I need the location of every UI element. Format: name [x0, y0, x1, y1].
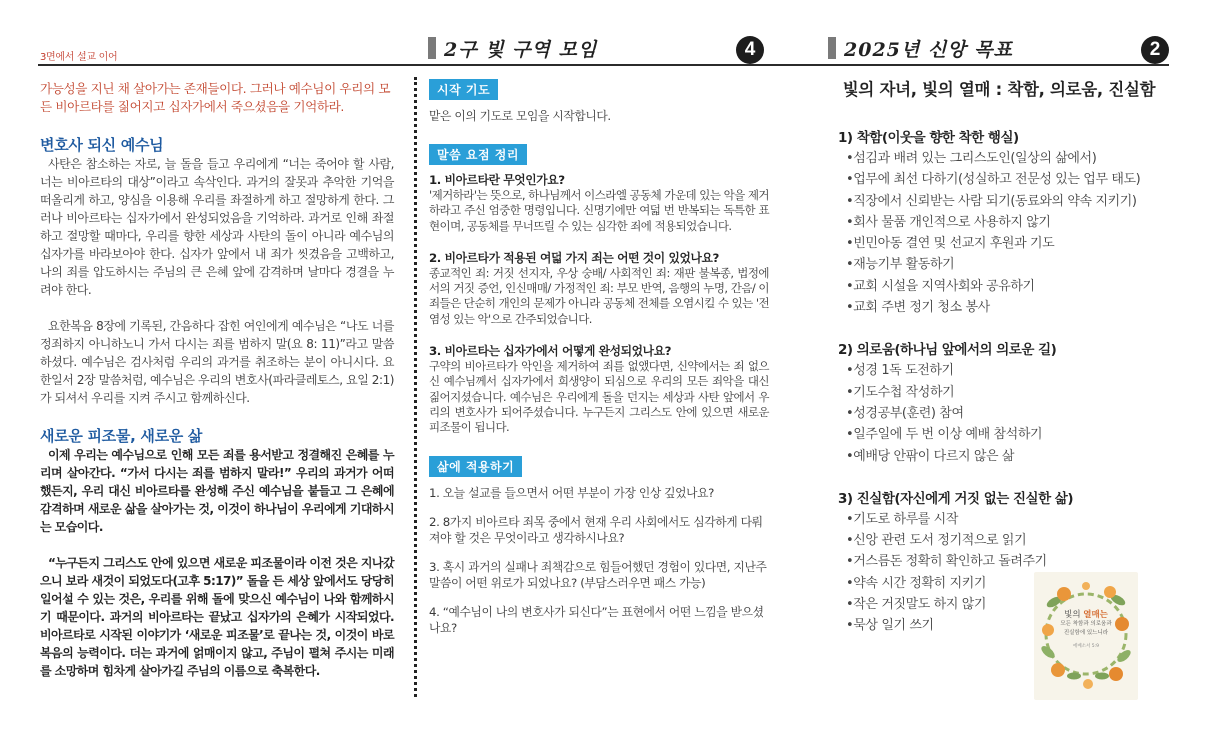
goal-item: •빈민아동 결연 및 선교지 후원과 기도 — [846, 236, 1055, 252]
fruit-wreath-image — [1034, 572, 1138, 700]
goal-item: •작은 거짓말도 하지 않기 — [846, 597, 987, 613]
summary-tag: 말씀 요점 정리 — [429, 144, 527, 165]
summary-item — [429, 250, 769, 327]
goal-item: •기도로 하루를 시작 — [846, 511, 958, 527]
goal-group-title: 3) 진실함(자신에게 거짓 없는 진실한 삶) — [838, 490, 1074, 507]
summary-answer: '제거하라'는 뜻으로, 하나님께서 이스라엘 공동체 가운데 있는 악을 제거하라고 주신 엄중한 명령입니다. 신명기에만 여덟 번 반복되는 독특한 표현이며, 공동체를 무너뜨릴 수 있는 심각한 죄에 적용되었습니다. — [429, 188, 769, 233]
caption-line: 모든 착함과 의로움과 — [1060, 621, 1112, 627]
continued-note: 3면에서 설교 이어 — [40, 52, 118, 63]
caption-word: 빛의 — [1064, 610, 1081, 620]
goal-item: •업무에 최선 다하기(성실하고 전문성 있는 업무 태도) — [846, 172, 1141, 188]
caption-accent-word: 열매는 — [1083, 610, 1108, 620]
summary-question: 1. 비아르타란 무엇인가요? — [429, 173, 565, 187]
opening-prayer-tag: 시작 기도 — [429, 79, 498, 100]
sermon-paragraph-bold: “누구든지 그리스도 안에 있으면 새로운 피조물이라 이전 것은 지나갔으니 보라 새것이 되었도다(고후 5:17)” 돌을 든 세상 앞에서도 당당히 일어설 수 있는 것은, 우리를 위해 돌에 맞으신 예수님이 나와 함께하시기 때문이다. 과거의 비아르타는 끝났고 십자가의 은혜가 시작되었다. 비아르타로 시작된 이야기가 ‘새로운 피조물’로 끝나는 것, 이것이 바로 복음의 능력이다. 더는 과거에 얽매이지 않고, 주님이 펼쳐 주시는 미래를 소망하며 힘차게 살아가길 주님의 이름으로 축복한다. — [40, 556, 394, 678]
right-page-title: 2025년 신앙 목표 — [844, 38, 1013, 61]
apply-list — [429, 485, 769, 636]
header-bar-icon — [428, 37, 436, 59]
goal-item: •약속 시간 정확히 지키기 — [846, 575, 987, 591]
caption-line: 진실함에 있느니라 — [1063, 630, 1109, 636]
goal-group — [838, 126, 1168, 318]
sermon-column — [40, 80, 394, 680]
goal-item: •직장에서 신뢰받는 사람 되기(동료와의 약속 지키기) — [846, 193, 1137, 209]
goal-item: •재능기부 활동하기 — [846, 257, 955, 273]
opening-prayer-text: 맡은 이의 기도로 모임을 시작합니다. — [429, 109, 611, 123]
column-divider — [414, 77, 417, 697]
mid-page-header — [428, 33, 597, 63]
sermon-intro: 가능성을 지닌 채 살아가는 존재들이다. 그러나 예수님이 우리의 모든 비아르타를 짊어지고 십자가에서 죽으셨음을 기억하라. — [40, 81, 391, 114]
summary-answer: 종교적인 죄: 거짓 선지자, 우상 숭배/ 사회적인 죄: 재판 불복종, 법정에서의 거짓 증언, 인신매매/ 가정적인 죄: 부모 반역, 음행의 누명, 간음/ 이 죄들은 단순히 개인의 문제가 아니라 공동체 전체를 오염시킬 수 있는 '전염성 있는 악'으로 간주되었습니다. — [429, 265, 769, 326]
summary-question: 3. 비아르타는 십자가에서 어떻게 완성되었나요? — [429, 344, 672, 359]
apply-question: 3. 혹시 과거의 실패나 죄책감으로 힘들어했던 경험이 있다면, 지난주 말씀이 어떤 위로가 되었나요? (부담스러우면 패스 가능) — [429, 559, 767, 590]
goal-item: •교회 주변 정기 청소 봉사 — [846, 300, 990, 316]
sermon-paragraph: 사탄은 참소하는 자로, 늘 돌을 들고 우리에게 “너는 죽어야 할 사람, 너는 비아르타의 대상”이라고 속삭인다. 과거의 잘못과 추악한 기억을 떠올리게 하고, 양심을 이용해 우리를 좌절하게 하고 절망하게 한다. 그러나 비아르타는 십자가에서 완성되었음을 기억하라. 과거로 인해 좌절하고 절망할 때마다, 우리를 향한 세상과 사탄의 돌이 아니라 예수님의 십자가를 바라보아야 한다. 십자가 앞에서 내 죄가 씻겼음을 고백하고, 나의 죄를 압도하시는 주님의 큰 은혜 앞에 감격하며 날마다 경결을 누려야 한다. — [40, 157, 394, 297]
summary-item — [429, 172, 769, 234]
header-bar-icon — [828, 37, 836, 59]
goal-item: •섬김과 배려 있는 그리스도인(일상의 삶에서) — [846, 151, 1097, 166]
mid-page-title: 2구 빛 구역 모임 — [444, 38, 598, 61]
goal-group — [838, 338, 1168, 466]
goal-item: •성경공부(훈련) 참여 — [846, 405, 964, 421]
wreath-caption — [1034, 608, 1138, 649]
apply-question: 1. 오늘 설교를 들으면서 어떤 부분이 가장 인상 깊었나요? — [429, 485, 715, 500]
goal-item: •묵상 일기 쓰기 — [846, 618, 934, 634]
apply-tag: 삶에 적용하기 — [429, 456, 522, 477]
goals-main-title: 빛의 자녀, 빛의 열매 : 착함, 의로움, 진실함 — [842, 80, 1156, 99]
goal-item: •회사 물품 개인적으로 사용하지 않기 — [846, 214, 1051, 230]
header-rule — [38, 64, 1169, 66]
summary-question: 2. 비아르타가 적용된 여덟 가지 죄는 어떤 것이 있었나요? — [429, 250, 719, 265]
goal-group-title: 1) 착함(이웃을 향한 착한 행실) — [838, 130, 1019, 146]
summary-item — [429, 343, 769, 435]
right-page-number: 2 — [1141, 36, 1169, 64]
caption-reference: 에베소서 5:9 — [1072, 644, 1100, 649]
apply-question: 4. “예수님이 나의 변호사가 되신다”는 표현에서 어떤 느낌을 받으셨나요? — [429, 604, 764, 635]
section-title-new-creation: 새로운 피조물, 새로운 삶 — [40, 427, 203, 445]
faith-goals-column — [838, 76, 1168, 637]
right-page-header — [828, 33, 1013, 63]
goal-item: •기도수첩 작성하기 — [846, 384, 955, 400]
apply-question: 2. 8가지 비아르타 죄목 중에서 현재 우리 사회에서도 심각하게 다뤄져야 할 것은 무엇이라고 생각하시나요? — [429, 514, 763, 545]
goal-item: •예배당 안팎이 다르지 않은 삶 — [846, 448, 1015, 464]
goal-item: •신앙 관련 도서 정기적으로 읽기 — [846, 533, 1027, 549]
goal-group-title: 2) 의로움(하나님 앞에서의 의로운 길) — [838, 342, 1057, 359]
goal-item: •교회 시설을 지역사회와 공유하기 — [846, 278, 1035, 294]
sermon-paragraph: 요한복음 8장에 기록된, 간음하다 잡힌 여인에게 예수님은 “나도 너를 정죄하지 아니하노니 가서 다시는 죄를 범하지 말(요 8: 11)”라고 말씀하셨다. 예수님은 검사처럼 우리의 과거를 취조하는 분이 아니시다. 요한일서 2장 말씀처럼, 예수님은 우리의 변호사(파라클레토스, 요일 2:1)가 되셔서 우리를 지켜 주시고 함께하신다. — [40, 319, 394, 405]
mid-page-number: 4 — [736, 36, 764, 64]
goal-item: •거스름돈 정확히 확인하고 돌려주기 — [846, 554, 1047, 570]
group-meeting-column — [429, 79, 769, 649]
section-title-advocate: 변호사 되신 예수님 — [40, 136, 164, 154]
summary-answer: 구약의 비아르타가 악인을 제거하여 죄를 없앴다면, 신약에서는 죄 없으신 예수님께서 십자가에서 희생양이 되심으로 우리의 모든 죄악을 대신 짊어지셨습니다. 예수님은 우리에게 돌을 던지는 세상과 사탄 앞에서 우리의 변호사가 되어주셨습니다. 누구든지 그리스도 안에 있으면 새로운 피조물이 됩니다. — [429, 359, 769, 435]
sermon-paragraph-bold: 이제 우리는 예수님으로 인해 모든 죄를 용서받고 정결해진 은혜를 누리며 살아간다. “가서 다시는 죄를 범하지 말라!” 우리의 과거가 어떠했든지, 우리 대신 비아르타를 완성해 주신 예수님을 붙들고 그 은혜에 감격하며 새로운 삶을 살아가는 것, 이것이 하나님이 우리에게 기대하시는 모습이다. — [40, 448, 394, 534]
goal-item: •성경 1독 도전하기 — [846, 363, 954, 379]
goal-item: •일주일에 두 번 이상 예배 참석하기 — [846, 427, 1043, 443]
